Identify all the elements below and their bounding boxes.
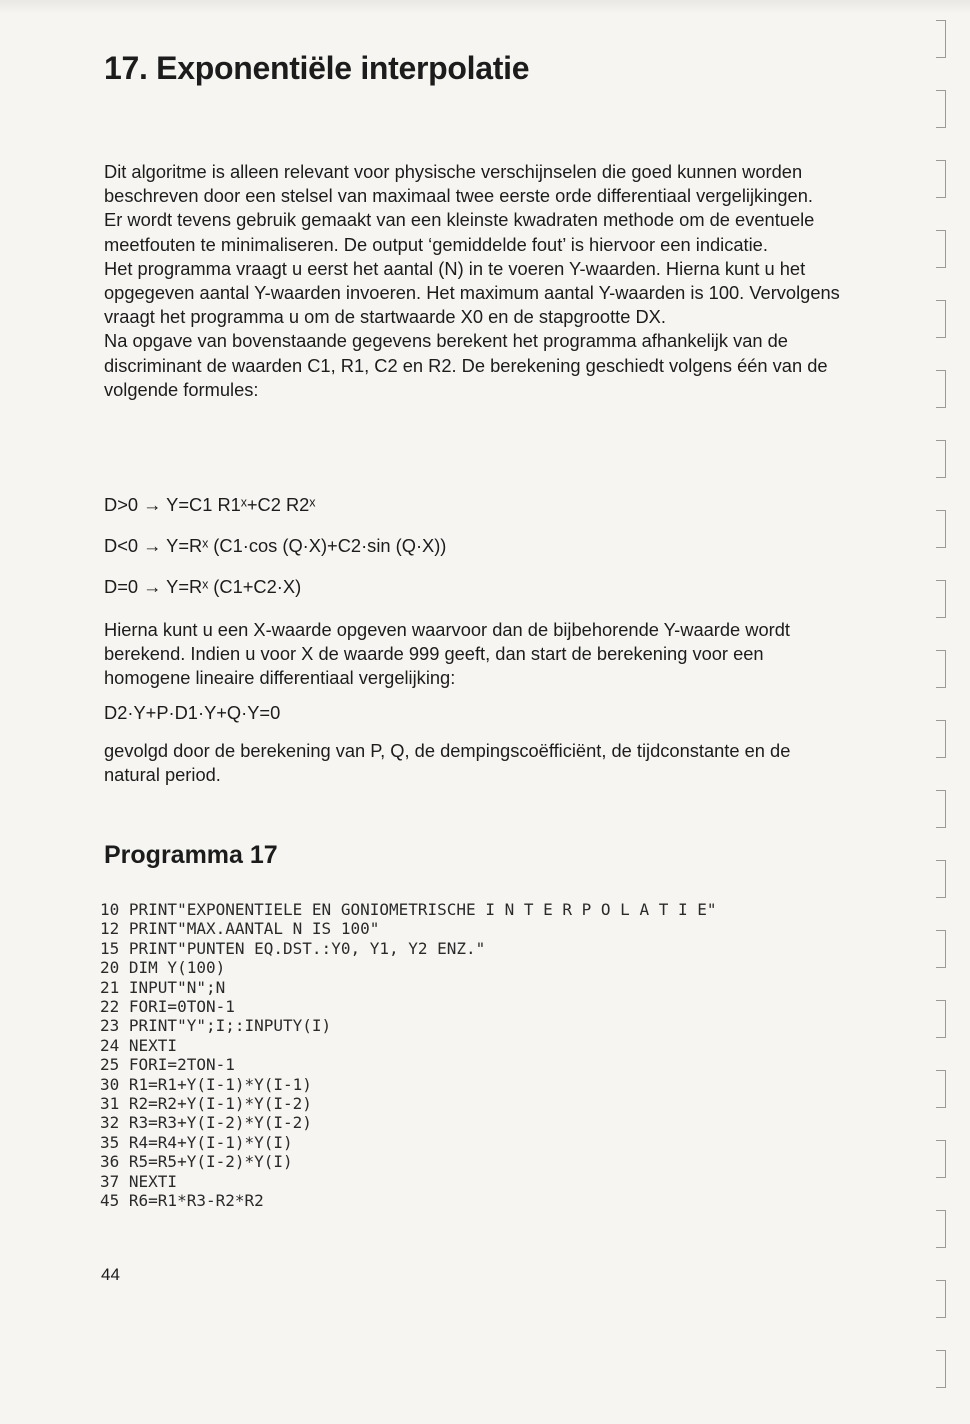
intro-paragraph: Het programma vraagt u eerst het aantal (N) in te voeren Y-waarden. Hierna kunt u het opgegeven aantal Y-waarden invoeren. Het maximum aantal Y-waarden is 100. Vervolgens vraagt het programma u om de startwaarde X0 en de stapgrootte DX. [104,257,840,328]
code-line: 20 DIM Y(100) [100,958,226,978]
intro-paragraph: Dit algoritme is alleen relevant voor physische verschijnselen die goed kunnen worden beschreven door een stelsel van maximaal twee eerste orde differentiaal vergelijkingen. [104,161,813,207]
program-heading: Programma 17 [104,841,278,869]
code-line: 36 R5=R5+Y(I-2)*Y(I) [100,1152,293,1172]
code-line: 22 FORI=0TON-1 [100,997,235,1017]
formula-list [104,493,446,616]
intro-paragraph: Na opgave van bovenstaande gegevens berekent het programma afhankelijk van de discriminant de waarden C1, R1, C2 en R2. De berekening geschiedt volgens één van de volgende formules: [104,330,828,400]
formula-d-zero: D=0 → Y=Rˣ (C1+C2·X) [104,576,302,597]
page-number: 44 [101,1265,120,1284]
code-line: 23 PRINT"Y";I;:INPUTY(I) [100,1016,332,1036]
code-line: 25 FORI=2TON-1 [100,1055,235,1075]
code-line: 31 R2=R2+Y(I-1)*Y(I-2) [100,1094,312,1114]
intro-paragraph: Er wordt tevens gebruik gemaakt van een kleinste kwadraten methode om de eventuele meetfouten te minimaliseren. De output ‘gemiddelde fout’ is hiervoor een indicatie. [104,209,815,255]
code-line: 15 PRINT"PUNTEN EQ.DST.:Y0, Y1, Y2 ENZ." [100,938,486,958]
differential-equation: D2·Y+P·D1·Y+Q·Y=0 [104,702,281,723]
closing-text [104,739,846,787]
formula-d-positive: D>0 → Y=C1 R1ˣ+C2 R2ˣ [104,494,316,515]
intro-text [104,160,846,402]
code-line: 10 PRINT"EXPONENTIELE EN GONIOMETRISCHE I N T E R P O L A T I E" [100,900,717,919]
code-line: 45 R6=R1*R3-R2*R2 [100,1191,264,1211]
code-listing [100,900,717,1211]
code-line: 32 R3=R3+Y(I-2)*Y(I-2) [100,1113,312,1133]
code-line: 12 PRINT"MAX.AANTAL N IS 100" [100,919,380,939]
code-line: 35 R4=R4+Y(I-1)*Y(I) [100,1132,293,1152]
code-line: 24 NEXTI [100,1035,178,1055]
formula-d-negative: D<0 → Y=Rˣ (C1·cos (Q·X)+C2·sin (Q·X)) [104,535,447,556]
middle-text [104,618,846,691]
middle-paragraph: Hierna kunt u een X-waarde opgeven waarvoor dan de bijbehorende Y-waarde wordt berekend. Indien u voor X de waarde 999 geeft, dan start de berekening voor een homogene lineaire differentiaal vergelijking: [104,619,791,689]
spiral-binding [932,20,952,1410]
closing-paragraph: gevolgd door de berekening van P, Q, de dempingscoëfficiënt, de tijdconstante en de natural period. [104,740,791,786]
code-line: 30 R1=R1+Y(I-1)*Y(I-1) [100,1074,312,1094]
code-line: 21 INPUT"N";N [100,977,226,997]
code-line: 37 NEXTI [100,1171,178,1191]
section-title: 17. Exponentiële interpolatie [104,50,530,86]
page-edge [0,0,970,14]
